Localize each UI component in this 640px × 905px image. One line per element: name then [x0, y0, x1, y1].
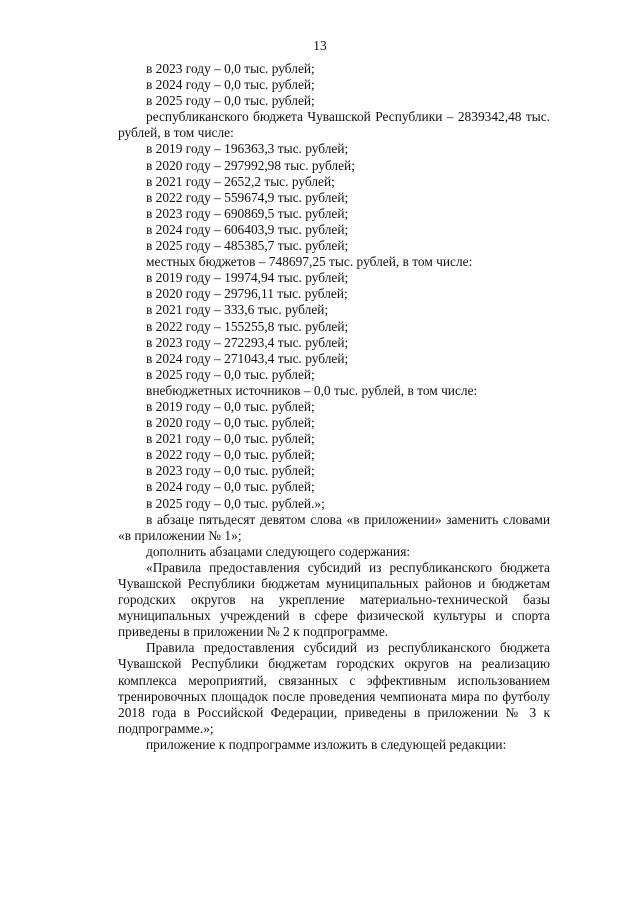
year-line: в 2019 году – 19974,94 тыс. рублей; — [146, 270, 349, 286]
year-line: в 2023 году – 0,0 тыс. рублей; — [146, 61, 315, 76]
rules-sport-base-paragraph: «Правила предоставления субсидий из республиканского бюджета Чувашской Республики бюджетам муниципальных районов и бюджетам городских округов на укрепление материально-технической базы муниципальных учреждений в сфере физической культуры и спорта приведены в приложении № 2 к подпрограмме. — [118, 559, 550, 640]
extra-budgetary-heading: внебюджетных источников – 0,0 тыс. рублей, в том числе: — [146, 382, 478, 398]
year-line: в 2024 году – 0,0 тыс. рублей; — [146, 479, 315, 495]
local-budgets-heading: местных бюджетов – 748697,25 тыс. рублей, в том числе: — [146, 254, 473, 270]
year-line: в 2022 году – 559674,9 тыс. рублей; — [146, 189, 349, 205]
year-line: в 2023 году – 690869,5 тыс. рублей; — [146, 205, 349, 221]
amendment-paragraph-59: в абзаце пятьдесят девятом слова «в приложении» заменить словами «в приложении № 1»; — [118, 511, 550, 543]
year-line: в 2025 году – 485385,7 тыс. рублей; — [146, 238, 349, 254]
year-line: в 2024 году – 271043,4 тыс. рублей; — [146, 350, 349, 366]
year-line: в 2023 году – 0,0 тыс. рублей; — [146, 463, 315, 479]
year-line: в 2021 году – 333,6 тыс. рублей; — [146, 302, 329, 318]
page-number: 13 — [313, 38, 327, 53]
year-line: в 2024 году – 0,0 тыс. рублей; — [146, 77, 315, 93]
document-body — [118, 61, 550, 753]
year-line: в 2020 году – 0,0 тыс. рублей; — [146, 415, 315, 431]
year-line: в 2025 году – 0,0 тыс. рублей.»; — [146, 495, 325, 511]
appendix-note: приложение к подпрограмме изложить в следующей редакции: — [146, 736, 507, 752]
year-line: в 2024 году – 606403,9 тыс. рублей; — [146, 221, 349, 237]
year-line: в 2021 году – 2652,2 тыс. рублей; — [146, 173, 335, 189]
year-line: в 2025 году – 0,0 тыс. рублей; — [146, 93, 315, 109]
year-line: в 2021 году – 0,0 тыс. рублей; — [146, 431, 315, 447]
republic-budget-heading: республиканского бюджета Чувашской Республики – 2839342,48 тыс. рублей, в том числе: — [118, 109, 550, 141]
year-line: в 2020 году – 29796,11 тыс. рублей; — [146, 286, 348, 302]
year-line: в 2020 году – 297992,98 тыс. рублей; — [146, 157, 355, 173]
year-line: в 2019 году – 0,0 тыс. рублей; — [146, 398, 315, 414]
year-line: в 2023 году – 272293,4 тыс. рублей; — [146, 334, 349, 350]
year-line: в 2022 году – 0,0 тыс. рублей; — [146, 447, 315, 463]
year-line: в 2025 году – 0,0 тыс. рублей; — [146, 366, 315, 382]
rules-world-cup-paragraph: Правила предоставления субсидий из республиканского бюджета Чувашской Республики бюджетам городских округов на реализацию комплекса мероприятий, связанных с эффективным использованием тренировочных площадок после проведения чемпионата мира по футболу 2018 года в Российской Федерации, приведены в приложении № 3 к подпрограмме.»; — [118, 640, 550, 736]
year-line: в 2019 году – 196363,3 тыс. рублей; — [146, 141, 349, 157]
year-line: в 2022 году – 155255,8 тыс. рублей; — [146, 318, 349, 334]
amendment-supplement-intro: дополнить абзацами следующего содержания: — [146, 543, 411, 559]
